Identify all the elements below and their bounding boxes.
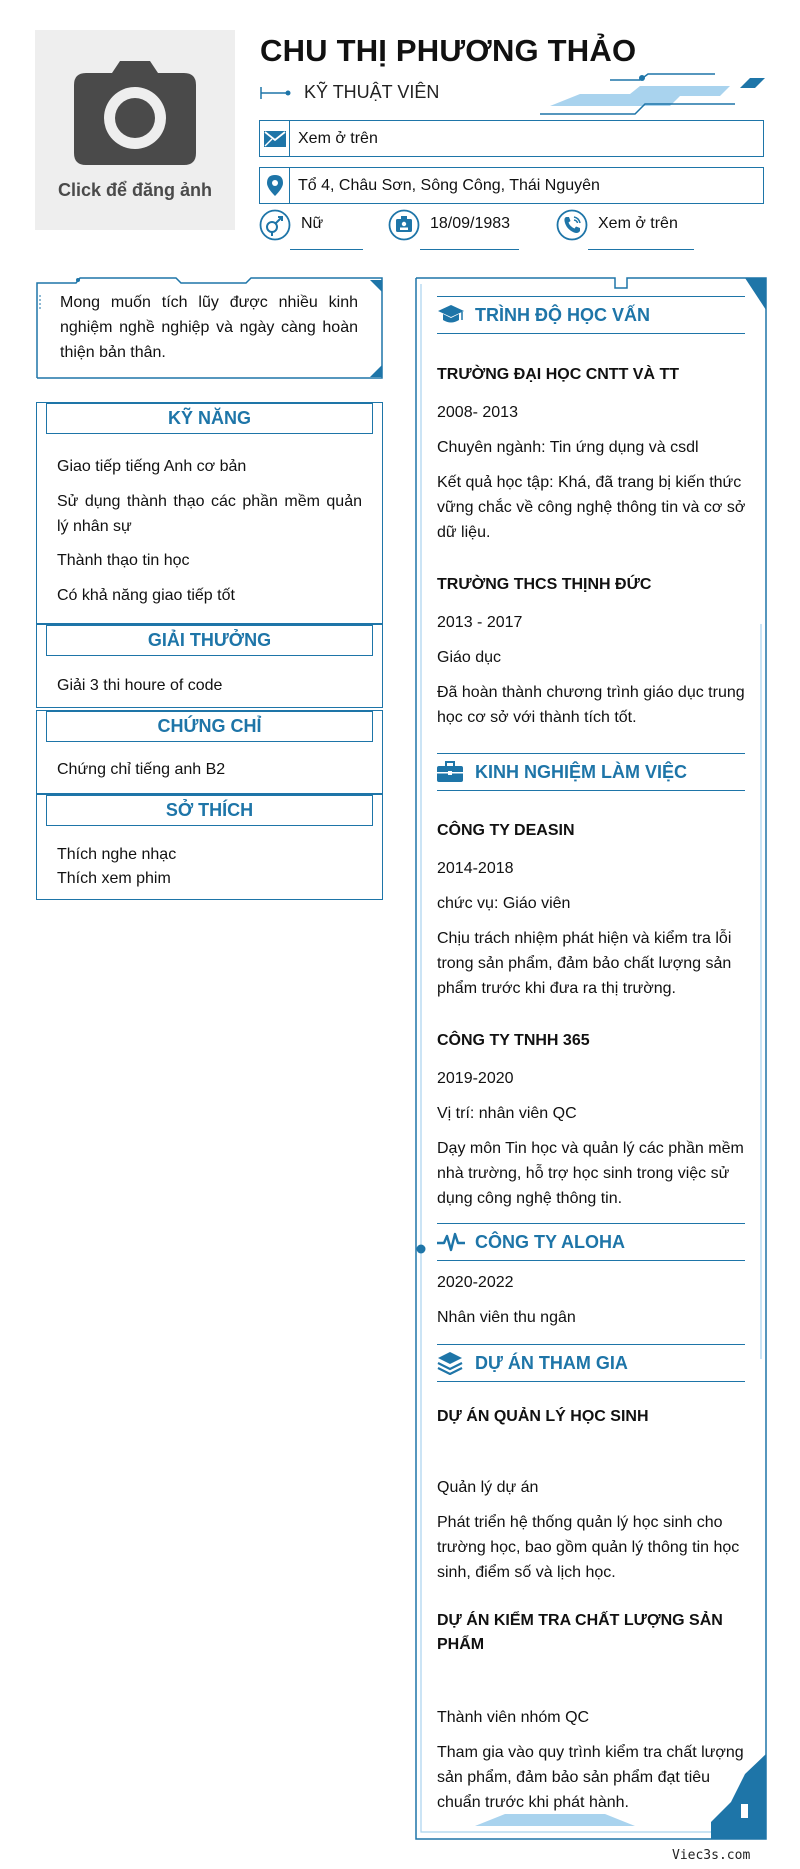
project-description: Phát triển hệ thống quản lý học sinh cho trường học, bao gồm quản lý thông tin học sinh, điểm số và lịch học. (437, 1514, 740, 1581)
divider (290, 249, 363, 250)
skills-title: KỸ NĂNG (46, 403, 373, 434)
candidate-name: CHU THỊ PHƯƠNG THẢO (260, 33, 637, 68)
project-description: Tham gia vào quy trình kiểm tra chất lượng sản phẩm, đảm bảo sản phẩm đạt tiêu chuẩn trước khi phát hành. (437, 1744, 744, 1811)
school-period: 2013 - 2017 (437, 614, 523, 631)
phone-value: Xem ở trên (598, 215, 678, 232)
list-item: Thích xem phim (57, 870, 171, 887)
aloha-title: CÔNG TY ALOHA (475, 1231, 626, 1252)
school-name: TRƯỜNG THCS THỊNH ĐỨC (437, 576, 652, 593)
certificates-title: CHỨNG CHỈ (46, 711, 373, 742)
watermark: Viec3s.com (672, 1848, 751, 1863)
list-item: Thành thạo tin học (57, 552, 190, 569)
company-period: 2014-2018 (437, 860, 514, 877)
education-title: TRÌNH ĐỘ HỌC VẤN (475, 304, 650, 325)
gender-icon (259, 209, 291, 246)
list-item: Chứng chỉ tiếng anh B2 (57, 761, 226, 778)
aloha-heading (437, 1223, 745, 1261)
company-name: CÔNG TY DEASIN (437, 822, 575, 839)
job-title: KỸ THUẬT VIÊN (304, 82, 440, 102)
email-field (259, 120, 764, 157)
school-name: TRƯỜNG ĐẠI HỌC CNTT VÀ TT (437, 366, 680, 383)
hobbies-title: SỞ THÍCH (46, 795, 373, 826)
list-item: Giải 3 thi houre of code (57, 677, 223, 694)
career-objective: Mong muốn tích lũy được nhiều kinh nghiệm nghề nghiệp và ngày càng hoàn thiện bản thân. (60, 294, 358, 361)
company-description: Dạy môn Tin học và quản lý các phần mềm nhà trường, hỗ trợ học sinh trong việc sử dụng công nghệ thông tin. (437, 1140, 744, 1207)
envelope-icon (260, 121, 290, 156)
pulse-icon (437, 1232, 469, 1252)
email-value: Xem ở trên (298, 129, 378, 147)
role-row (260, 82, 439, 103)
avatar-upload[interactable] (35, 30, 235, 230)
list-item: Thích nghe nhạc (57, 846, 177, 863)
camera-icon (74, 59, 196, 170)
phone-field (556, 209, 678, 246)
company-position: Vị trí: nhân viên QC (437, 1105, 577, 1122)
graduation-cap-icon (437, 304, 469, 326)
list-item: Sử dụng thành thạo các phần mềm quản lý nhân sự (57, 493, 362, 535)
project-name: DỰ ÁN KIỂM TRA CHẤT LƯỢNG SẢN PHẨM (437, 1612, 723, 1653)
list-item: Giao tiếp tiếng Anh cơ bản (57, 458, 247, 475)
skills-section (36, 402, 383, 624)
birthday-field (388, 209, 510, 246)
school-major: Giáo dục (437, 649, 502, 666)
company-period: 2019-2020 (437, 1070, 514, 1087)
birthday-value: 18/09/1983 (430, 215, 511, 232)
projects-title: DỰ ÁN THAM GIA (475, 1352, 628, 1373)
projects-heading (437, 1344, 745, 1382)
experience-title: KINH NGHIỆM LÀM VIỆC (475, 761, 688, 782)
school-major: Chuyên ngành: Tin ứng dụng và csdl (437, 439, 699, 456)
phone-icon (556, 209, 588, 246)
project-role: Thành viên nhóm QC (437, 1709, 590, 1726)
awards-title: GIẢI THƯỞNG (46, 625, 373, 656)
gender-field (259, 209, 323, 246)
project-role: Quản lý dự án (437, 1479, 539, 1496)
briefcase-icon (437, 761, 469, 783)
company-position: chức vụ: Giáo viên (437, 895, 571, 912)
address-value: Tổ 4, Châu Sơn, Sông Công, Thái Nguyên (298, 176, 600, 194)
awards-section (36, 624, 383, 708)
education-heading (437, 296, 745, 334)
hobbies-section (36, 794, 383, 900)
header-decoration (540, 72, 770, 117)
company-description: Chịu trách nhiệm phát hiện và kiểm tra lỗi trong sản phẩm, đảm bảo chất lượng sản phẩm trước khi đưa ra thị trường. (437, 930, 732, 997)
experience-heading (437, 753, 745, 791)
company-position: Nhân viên thu ngân (437, 1309, 576, 1326)
layers-icon (437, 1351, 469, 1375)
divider (588, 249, 694, 250)
school-description: Kết quả học tập: Khá, đã trang bị kiến thức vững chắc về công nghệ thông tin và cơ sở dữ liệu. (437, 474, 746, 541)
company-period: 2020-2022 (437, 1274, 514, 1291)
role-line-icon (260, 86, 292, 100)
photo-caption: Click để đăng ảnh (57, 180, 213, 200)
gender-value: Nữ (301, 215, 324, 232)
school-period: 2008- 2013 (437, 404, 518, 421)
address-field (259, 167, 764, 204)
project-name: DỰ ÁN QUẢN LÝ HỌC SINH (437, 1408, 649, 1425)
divider (420, 249, 519, 250)
school-description: Đã hoàn thành chương trình giáo dục trung học cơ sở với thành tích tốt. (437, 684, 745, 726)
id-card-icon (388, 209, 420, 246)
list-item: Có khả năng giao tiếp tốt (57, 587, 235, 604)
certificates-section (36, 710, 383, 794)
company-name: CÔNG TY TNHH 365 (437, 1032, 590, 1049)
map-pin-icon (260, 168, 290, 203)
